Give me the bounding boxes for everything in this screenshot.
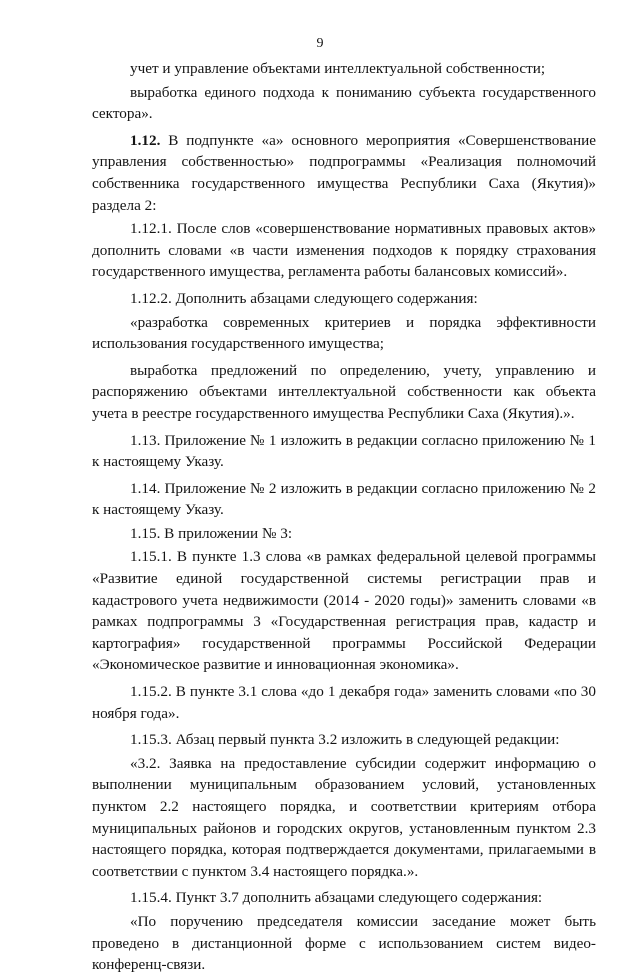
paragraph: «3.2. Заявка на предоставление субсидии содержит информацию о выполнении муниципальным образованием условий, установленных пунктом 2.2 настоящего порядка, и соответствии критериям отбора муниципальных районов и городских округов, установленным пунктом 2.3 настоящего порядка, которая подтверждается документами, прилагаемыми в соответствии с пунктом 3.4 настоящего порядка.». [92, 754, 596, 880]
paragraph: 1.15.2. В пункте 3.1 слова «до 1 декабря года» заменить словами «по 30 ноября года». [92, 683, 596, 722]
paragraph: 1.12.1. После слов «совершенствование нормативных правовых актов» дополнить словами «в части изменения подходов к порядку страхования государственного имущества, регламента работы балансовых комиссий». [92, 220, 596, 281]
paragraph: 1.15. В приложении № 3: [130, 524, 293, 542]
document-body [92, 58, 596, 978]
clause-text: В подпункте «а» основного мероприятия «Совершенствование управления собственностью» подпрограммы «Реализация полномочий собственника государственного имущества Республики Саха (Якутия)» раздела 2: [92, 131, 596, 214]
paragraph: учет и управление объектами интеллектуальной собственности; [130, 60, 546, 77]
paragraph: выработка предложений по определению, учету, управлению и распоряжению объектами интеллектуальной собственности как объекта учета в реестре государственного имущества Республики Саха (Якутия).». [92, 361, 596, 422]
paragraph: 1.15.4. Пункт 3.7 дополнить абзацами следующего содержания: [130, 889, 543, 907]
paragraph: «По поручению председателя комиссии заседание может быть проведено в дистанционной форме с использованием систем видео-конференц-связи. [92, 912, 596, 974]
paragraph: 1.12.2. Дополнить абзацами следующего содержания: [130, 289, 478, 307]
paragraph: «разработка современных критериев и порядка эффективности использования государственного имущества; [92, 313, 596, 353]
clause-number: 1.12. [130, 131, 161, 149]
paragraph-1-12 [92, 130, 596, 216]
paragraph: 1.15.1. В пункте 1.3 слова «в рамках федеральной целевой программы «Развитие единой государственной системы регистрации прав и кадастрового учета недвижимости (2014 - 2020 годы)» заменить словами «в рамках подпрограммы 3 «Государственная регистрация прав, кадастр и картография» государственной программы Российской Федерации «Экономическое развитие и инновационная экономика». [92, 548, 596, 674]
paragraph: 1.15.3. Абзац первый пункта 3.2 изложить в следующей редакции: [130, 731, 560, 749]
paragraph: 1.13. Приложение № 1 изложить в редакции согласно приложению № 1 к настоящему Указу. [92, 431, 596, 471]
page-number: 9 [316, 36, 324, 51]
paragraph: 1.14. Приложение № 2 изложить в редакции согласно приложению № 2 к настоящему Указу. [92, 479, 596, 519]
paragraph: выработка единого подхода к пониманию субъекта государственного сектора». [92, 83, 596, 123]
